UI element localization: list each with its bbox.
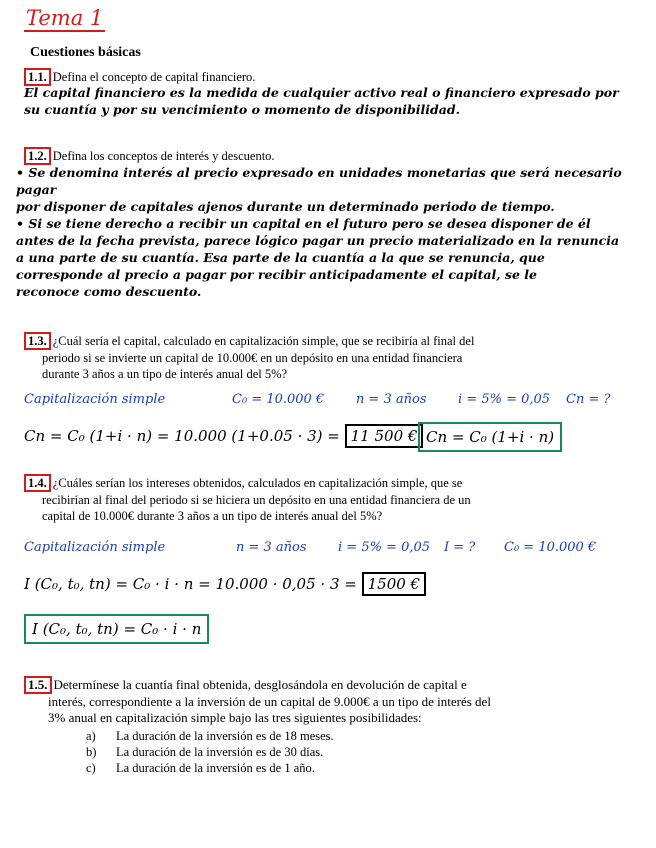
answer-line: El capital financiero es la medida de cualquier activo real o financiero expresado por (24, 85, 619, 100)
question-number: 1.2. (24, 147, 51, 165)
formula-box: I (C₀, t₀, tn) = C₀ · i · n (24, 614, 209, 644)
given-1-3-c0: C₀ = 10.000 € (232, 392, 325, 407)
question-text-line: 3% anual en capitalización simple bajo las tres siguientes posibilidades: (48, 710, 422, 725)
page-title: Tema 1 (26, 6, 104, 30)
question-text-line: interés, correspondiente a la inversión de un capital de 9.000€ a un tipo de interés del (48, 694, 491, 709)
given-1-4-c0: C₀ = 10.000 € (504, 540, 597, 555)
given-1-4-I: I = ? (444, 540, 476, 555)
answer-1-1 (24, 84, 619, 118)
question-text-line: Determínese la cuantía final obtenida, desglosándola en devolución de capital e (53, 677, 467, 692)
question-1-4 (24, 474, 624, 524)
given-1-3-i: i = 5% = 0,05 (458, 392, 551, 407)
answer-line: corresponde al precio a pagar por recibir anticipadamente el capital, se le (16, 267, 537, 282)
calculation: Cn = C₀ (1+i · n) = 10.000 (1+0.05 · 3) = (24, 427, 340, 445)
question-number: 1.4. (24, 474, 51, 492)
answer-line: antes de la fecha prevista, parece lógico pagar un precio materializado en la renuncia (16, 233, 620, 248)
question-1-3 (24, 332, 624, 382)
question-text-line: recibirían al final del periodo si se hiciera un depósito en una entidad financiera de un (42, 493, 471, 507)
given-1-4-i: i = 5% = 0,05 (338, 540, 431, 555)
answer-line: • Si se tiene derecho a recibir un capital en el futuro pero se desea disponer de él (16, 216, 591, 231)
question-number: 1.1. (24, 68, 51, 86)
section-title: Cuestiones básicas (30, 45, 141, 60)
options-list (86, 728, 334, 776)
question-1-5 (24, 676, 634, 726)
given-1-3-cn: Cn = ? (566, 392, 611, 407)
question-number: 1.5. (24, 676, 52, 694)
answer-line: a una parte de su cuantía. Esa parte de la cuantía a la que se renuncia, que (16, 250, 545, 265)
question-text: Defina el concepto de capital financiero. (52, 70, 256, 84)
answer-line: su cuantía y por su vencimiento o momento de disponibilidad. (24, 102, 460, 117)
question-text-line: durante 3 años a un tipo de interés anual del 5%? (42, 367, 288, 381)
question-text-line: capital de 10.000€ durante 3 años a un tipo de interés anual del 5%? (42, 509, 383, 523)
given-1-4-n: n = 3 años (236, 540, 307, 555)
calc-1-3 (24, 424, 423, 448)
question-1-2 (24, 147, 275, 165)
question-text-line: periodo si se invierte un capital de 10.000€ en un depósito en una entidad financiera (42, 351, 463, 365)
question-number: 1.3. (24, 332, 51, 350)
question-text-line: ¿Cuáles serían los intereses obtenidos, calculados en capitalización simple, que se (52, 476, 463, 490)
given-1-4-label: Capitalización simple (24, 540, 166, 555)
answer-line: • Se denomina interés al precio expresado en unidades monetarias que será necesario pagar (16, 165, 622, 197)
question-text-line: ¿Cuál sería el capital, calculado en capitalización simple, que se recibiría al final del (52, 334, 475, 348)
calculation: I (C₀, t₀, tn) = C₀ · i · n = 10.000 · 0,05 · 3 = (24, 575, 357, 593)
list-item: a) La duración de la inversión es de 18 meses. (86, 729, 334, 743)
answer-1-2 (16, 164, 646, 300)
list-item: b) La duración de la inversión es de 30 días. (86, 745, 324, 759)
question-text: Defina los conceptos de interés y descuento. (52, 149, 275, 163)
calc-1-4 (24, 572, 426, 596)
answer-line: reconoce como descuento. (16, 284, 202, 299)
result-box: 11 500 € (345, 424, 424, 448)
given-1-3-n: n = 3 años (356, 392, 427, 407)
result-box: 1500 € (362, 572, 427, 596)
given-1-3-label: Capitalización simple (24, 392, 166, 407)
list-item: c) La duración de la inversión es de 1 año. (86, 761, 315, 775)
answer-line: por disponer de capitales ajenos durante un determinado periodo de tiempo. (16, 199, 555, 214)
formula-box: Cn = C₀ (1+i · n) (418, 422, 562, 452)
